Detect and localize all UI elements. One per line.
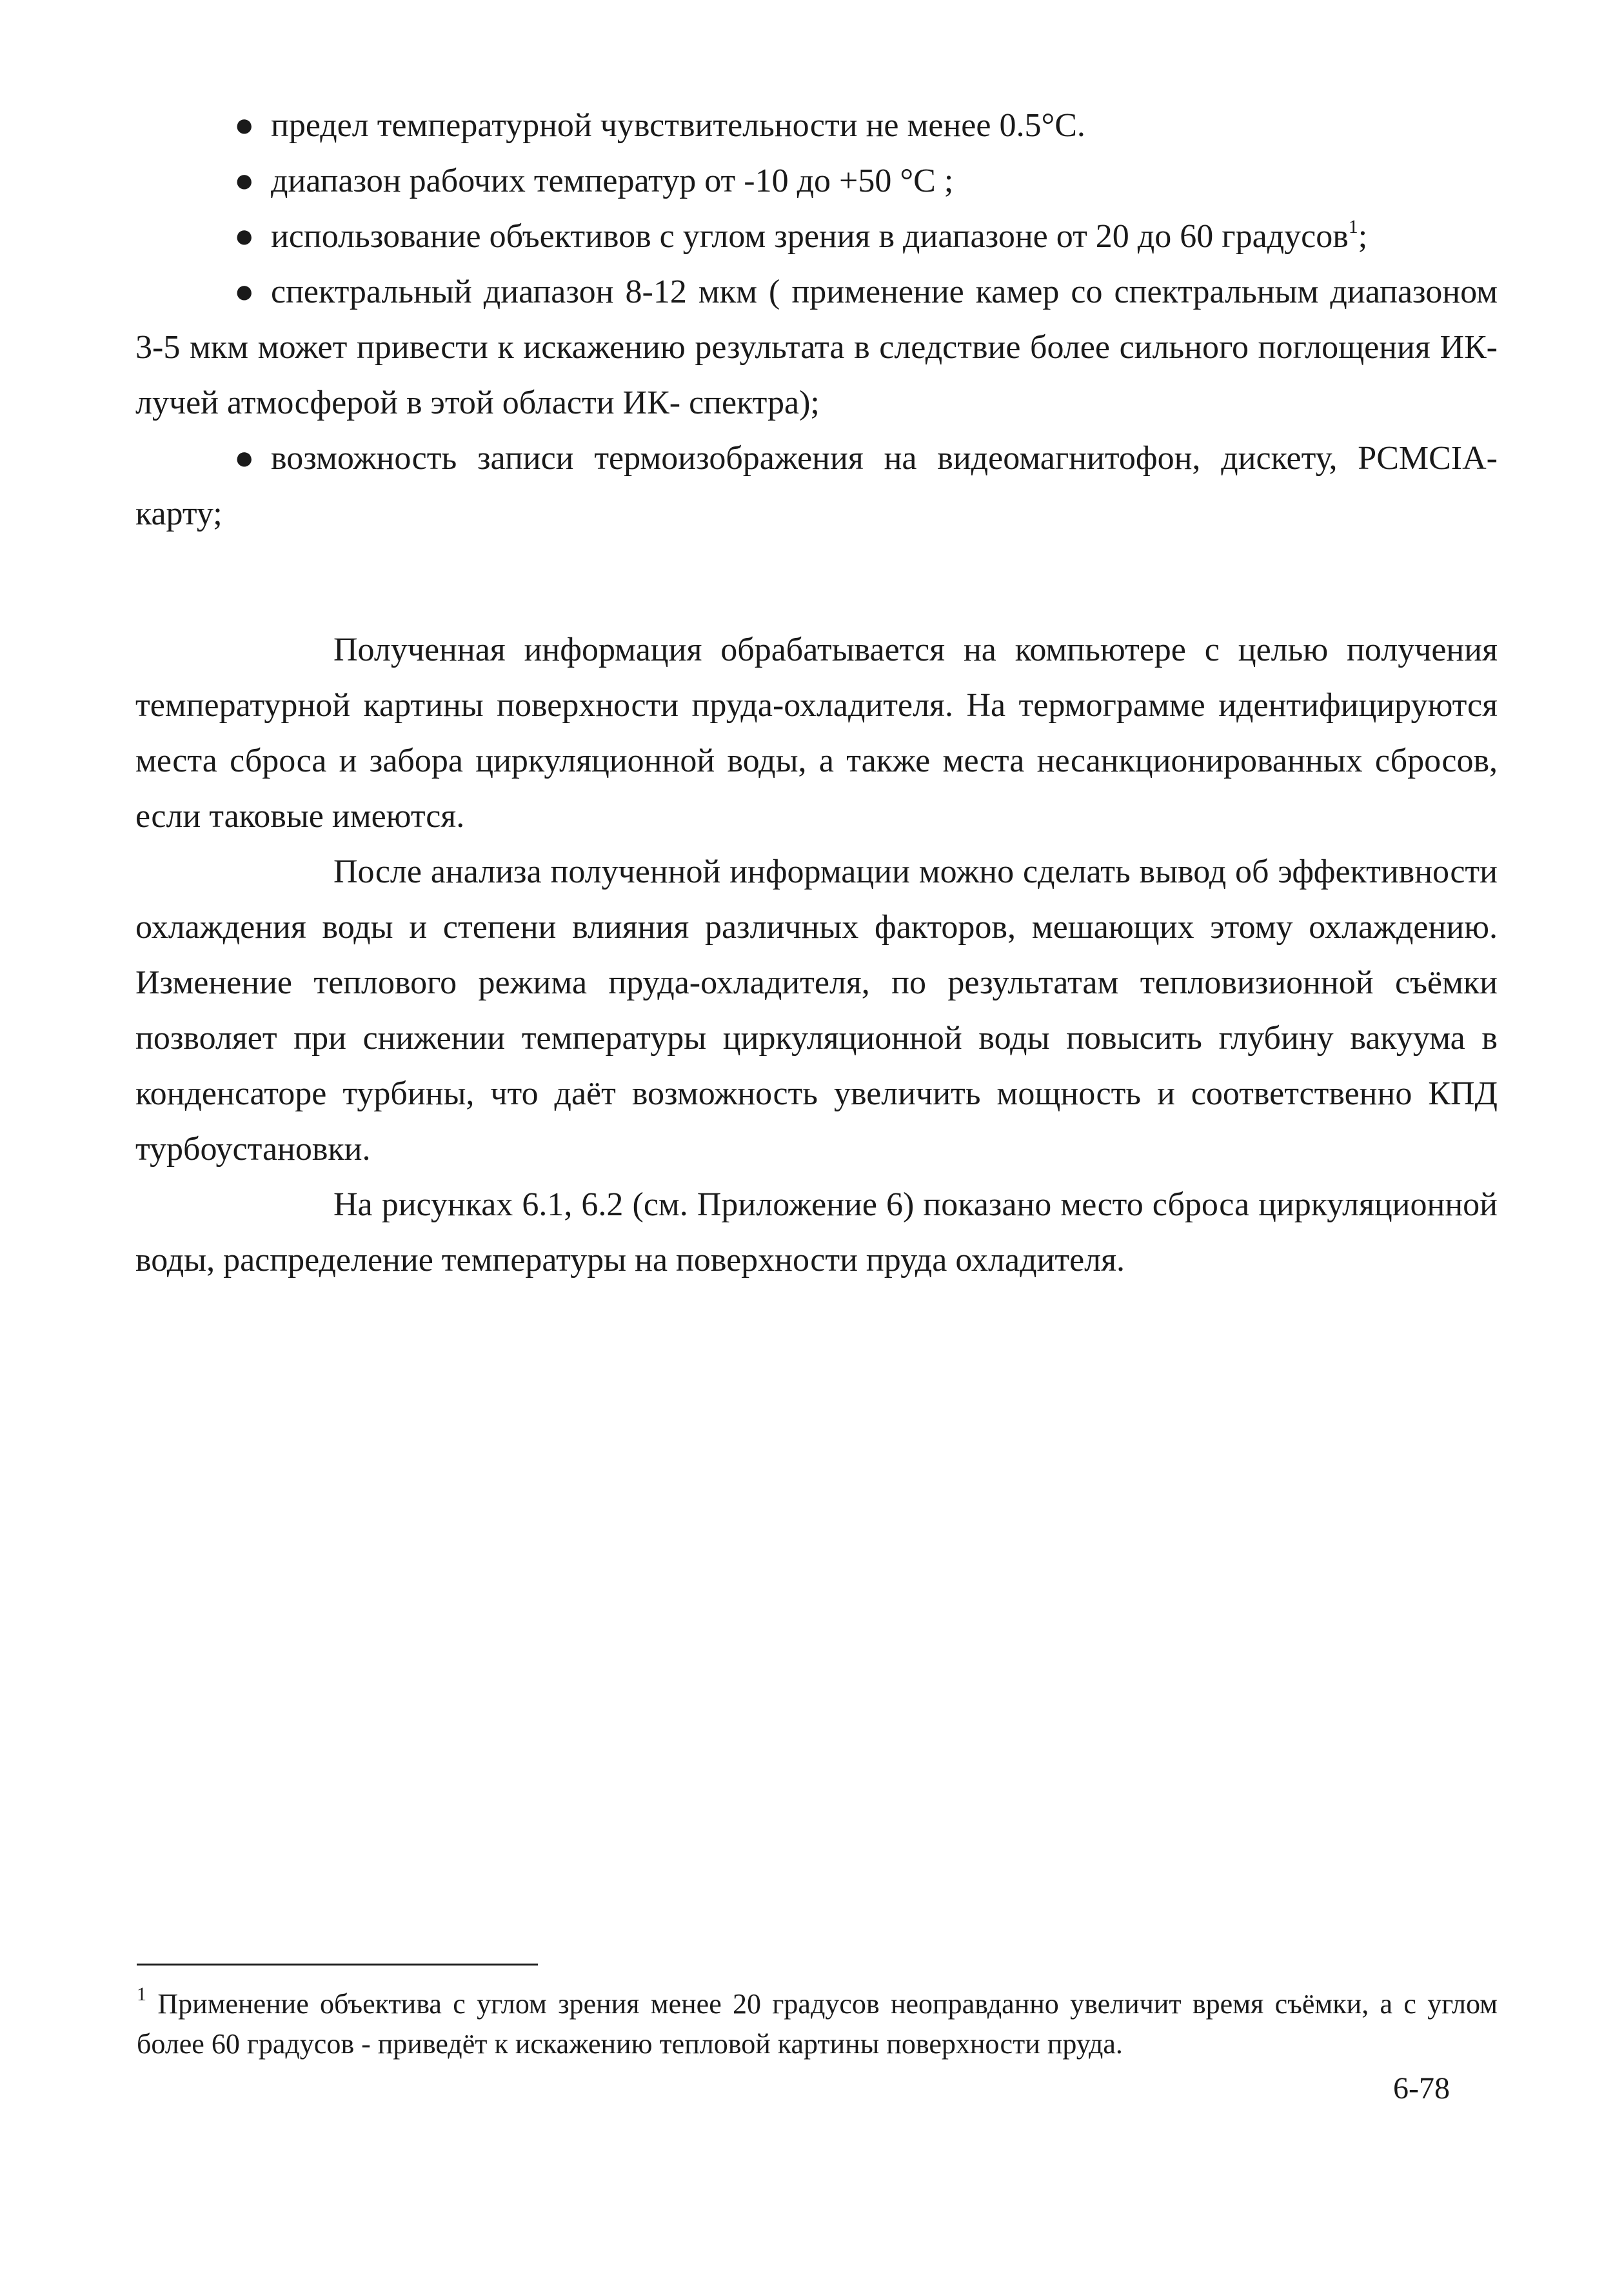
footnote-text: Применение объектива с углом зрения менее 20 градусов неоправданно увеличит время съёмки, а с углом более 60 градусов - приведёт к искажению тепловой картины поверхности пруда. [137, 1988, 1498, 2060]
body-text [135, 622, 1498, 1288]
bullet-icon: ● [234, 107, 255, 144]
list-item-text: предел температурной чувствительности не менее 0.5°С. [271, 107, 1085, 144]
list-item-text: возможность записи термоизображения на видеомагнитофон, дискету, PCMCIA- карту; [135, 440, 1498, 532]
list-item-text: спектральный диапазон 8-12 мкм ( применение камер со спектральным диапазоном 3-5 мкм может привести к искажению результата в следствие более сильного поглощения ИК-лучей атмосферой в этой области ИК- спектра); [135, 274, 1498, 421]
list-item-text-tail: ; [1358, 218, 1368, 255]
list-item: ● спектральный диапазон 8-12 мкм ( применение камер со спектральным диапазоном 3-5 мкм может привести к искажению результата в следствие более сильного поглощения ИК-лучей атмосферой в этой области ИК- спектра); [135, 274, 1498, 421]
footnote-divider [137, 1964, 538, 1966]
page-number: 6-78 [1393, 2071, 1450, 2105]
paragraph: На рисунках 6.1, 6.2 (см. Приложение 6) показано место сброса циркуляционной воды, распределение температуры на поверхности пруда охладителя. [135, 1186, 1498, 1279]
list-item-text: использование объективов с углом зрения в диапазоне от 20 до 60 градусов [271, 218, 1349, 255]
bullet-icon: ● [234, 163, 255, 199]
list-item [135, 209, 1498, 264]
footnote [137, 1984, 1498, 2064]
footnote-marker: 1 [137, 1984, 146, 2005]
paragraph: После анализа полученной информации можно сделать вывод об эффективности охлаждения воды и степени влияния различных факторов, мешающих этому охлаждению. Изменение теплового режима пруда-охладителя, по результатам тепловизионной съёмки позволяет при снижении температуры циркуляционной воды повысить глубину вакуума в конденсаторе турбины, что даёт возможность увеличить мощность и соответственно КПД турбоустановки. [135, 853, 1498, 1168]
list-item [135, 154, 1498, 209]
paragraph: Полученная информация обрабатывается на компьютере с целью получения температурной картины поверхности пруда-охладителя. На термограмме идентифицируются места сброса и забора циркуляционной воды, а также места несанкционированных сбросов, если таковые имеются. [135, 632, 1498, 835]
list-item-text: диапазон рабочих температур от -10 до +50 °С ; [271, 163, 954, 199]
bullet-icon: ● [234, 218, 255, 255]
list-item [135, 98, 1498, 154]
bullet-list [135, 98, 1498, 542]
footnote-reference: 1 [1348, 216, 1358, 237]
list-item: ● возможность записи термоизображения на видеомагнитофон, дискету, PCMCIA- карту; [135, 440, 1498, 532]
